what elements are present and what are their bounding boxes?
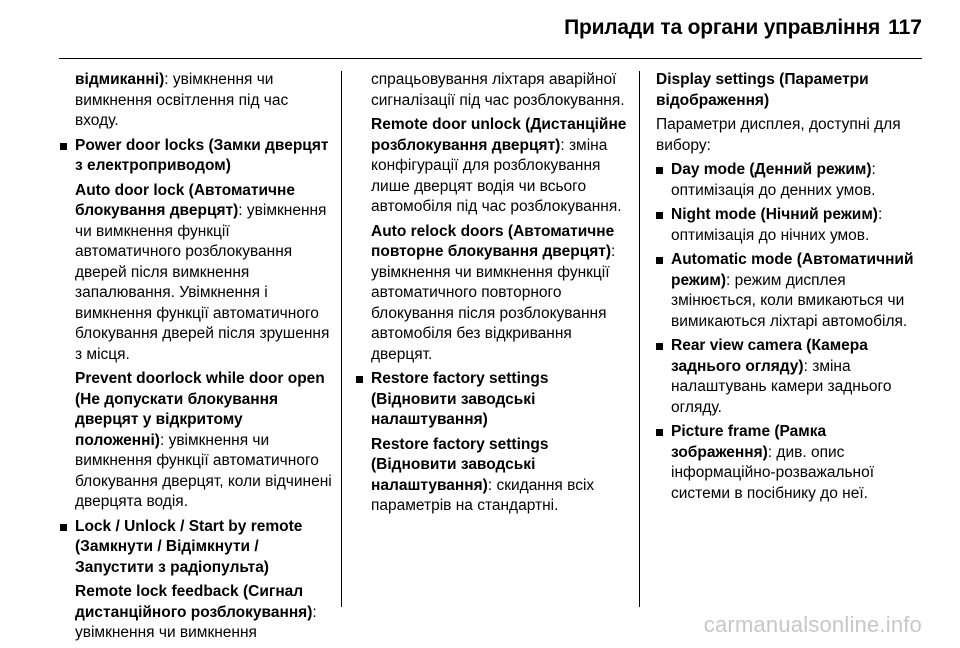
list-item-restore-factory	[356, 369, 628, 431]
list-item-automatic-mode	[656, 250, 928, 332]
continued-paragraph: спрацьовування ліхтаря аварійної сигналізації під час розблокування.	[371, 71, 625, 109]
section-intro: Параметри дисплея, доступні для вибору:	[656, 116, 901, 154]
column-divider-1	[341, 71, 342, 607]
list-item-power-door-locks	[60, 136, 332, 177]
bullet-square-icon	[656, 167, 663, 174]
list-item-bold: Picture frame (Рамка зображення)	[671, 423, 827, 461]
sub-paragraph-text: : увімкнення чи вимкнення функції автоматичного блокування дверцят, коли відчинені дверцята водія.	[75, 431, 332, 510]
list-item-bold: Night mode (Нічний режим)	[671, 206, 878, 223]
column-3	[656, 70, 928, 508]
sub-paragraph-bold: Remote door unlock (Дистанційне розблокування дверцят)	[371, 116, 627, 154]
sub-paragraph-text: : увімкнення чи вимкнення	[75, 603, 317, 641]
page-number: 117	[888, 16, 922, 39]
sub-paragraph-auto-door-lock	[60, 181, 332, 366]
sub-paragraph-bold: Prevent doorlock while door open (Не допускати блокування дверцят у відкритому положенні)	[75, 370, 325, 449]
column-divider-2	[639, 71, 640, 607]
list-item-bold: Automatic mode (Автоматичний режим)	[671, 251, 914, 289]
list-item-text: : оптимізація до денних умов.	[671, 161, 876, 199]
continued-text: : увімкнення чи вимкнення освітлення під час входу.	[75, 71, 289, 129]
page-header-title: Прилади та органи управління	[564, 16, 880, 39]
column-1	[60, 70, 332, 648]
bullet-square-icon	[656, 212, 663, 219]
list-item-title: Lock / Unlock / Start by remote (Замкнути / Відімкнути / Запустити з радіопульта)	[75, 517, 303, 576]
continued-bold: відмиканні)	[75, 71, 165, 88]
bullet-square-icon	[656, 257, 663, 264]
list-item-title: Power door locks (Замки дверцят з електроприводом)	[75, 136, 329, 174]
list-item-title: Restore factory settings (Відновити заводські налаштування)	[371, 370, 549, 428]
bullet-square-icon	[656, 343, 663, 350]
bullet-square-icon	[60, 143, 67, 150]
bullet-square-icon	[356, 376, 363, 383]
sub-paragraph-text: : скидання всіх параметрів на стандартні.	[371, 476, 595, 514]
column-2	[356, 70, 628, 521]
watermark: carmanualsonline.info	[703, 612, 922, 637]
bullet-square-icon	[60, 524, 67, 531]
list-item-day-mode	[656, 160, 928, 201]
sub-paragraph-bold: Restore factory settings (Відновити заводські налаштування)	[371, 435, 549, 494]
sub-paragraph-auto-relock	[356, 222, 628, 366]
sub-paragraph-remote-door-unlock	[356, 115, 628, 218]
bullet-square-icon	[656, 429, 663, 436]
sub-paragraph-remote-lock-feedback	[60, 582, 332, 644]
list-item-rear-view-camera	[656, 336, 928, 418]
list-item-text: : режим дисплея змінюється, коли вмикаються чи вимикаються ліхтарі автомобіля.	[671, 271, 908, 330]
sub-paragraph-bold: Remote lock feedback (Сигнал дистанційного розблокування)	[75, 583, 313, 621]
list-item-picture-frame	[656, 422, 928, 504]
sub-paragraph-text: : увімкнення чи вимкнення функції автоматичного розблокування дверей після вимкнення запалювання. Увімкнення і вимкнення функції автоматичного блокування дверей після зрушення з місця.	[75, 202, 330, 363]
list-item-bold: Day mode (Денний режим)	[671, 161, 872, 178]
section-heading: Display settings (Параметри відображення)	[656, 71, 869, 109]
list-item-lock-unlock-start	[60, 517, 332, 579]
sub-paragraph-bold: Auto door lock (Автоматичне блокування дверцят)	[75, 181, 295, 219]
continued-paragraph	[60, 70, 332, 132]
list-item-text: : оптимізація до нічних умов.	[671, 206, 883, 244]
list-item-text: : див. опис інформаційно-розважальної системи в посібнику до неї.	[671, 443, 875, 502]
header-rule	[59, 58, 922, 59]
list-item-night-mode	[656, 205, 928, 246]
sub-paragraph-bold: Auto relock doors (Автоматичне повторне блокування дверцят)	[371, 222, 615, 260]
sub-paragraph-restore-factory	[356, 435, 628, 517]
sub-paragraph-prevent-doorlock	[60, 369, 332, 513]
sub-paragraph-text: : зміна конфігурації для розблокування лише дверцят водія чи всього автомобіля під час розблокування.	[371, 136, 622, 215]
list-item-bold: Rear view camera (Камера заднього огляду)	[671, 337, 868, 375]
list-item-text: : зміна налаштувань камери заднього огляду.	[671, 357, 892, 416]
sub-paragraph-text: : увімкнення чи вимкнення функції автоматичного повторного блокування після розблокування автомобіля без відкривання дверцят.	[371, 243, 616, 363]
